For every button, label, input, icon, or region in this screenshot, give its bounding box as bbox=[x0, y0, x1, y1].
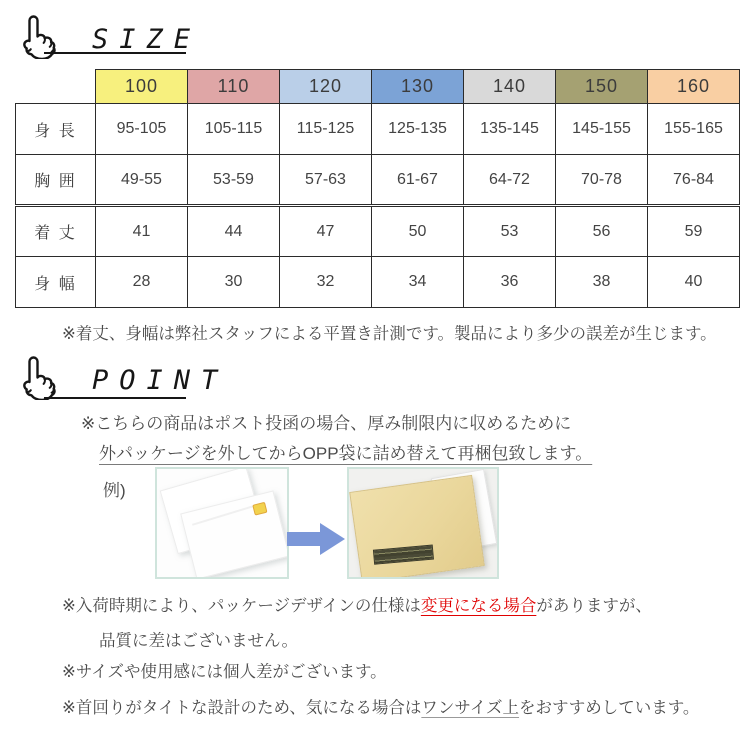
size-cell: 105-115 bbox=[188, 104, 280, 155]
package-design-note-line2: 品質に差はございません。 bbox=[99, 632, 298, 650]
table-corner bbox=[16, 70, 96, 104]
size-heading-underline bbox=[44, 52, 186, 54]
size-cell: 40 bbox=[648, 257, 740, 308]
size-cell: 28 bbox=[96, 257, 188, 308]
row-label: 着 丈 bbox=[16, 206, 96, 257]
shipping-note-line1: ※こちらの商品はポスト投函の場合、厚み制限内に収めるために bbox=[81, 414, 572, 433]
size-cell: 95-105 bbox=[96, 104, 188, 155]
opp-bag-photo bbox=[347, 467, 499, 579]
packaged-product-photo bbox=[155, 467, 289, 579]
individual-difference-note: ※サイズや使用感には個人差がございます。 bbox=[62, 663, 387, 681]
pointing-hand-icon bbox=[13, 352, 59, 400]
size-cell: 34 bbox=[372, 257, 464, 308]
row-label: 身 長 bbox=[16, 104, 96, 155]
size-cell: 30 bbox=[188, 257, 280, 308]
neck-note-pre: ※首回りがタイトな設計のため、気になる場合は bbox=[62, 699, 422, 717]
point-heading-underline bbox=[44, 397, 186, 399]
row-label: 胸 囲 bbox=[16, 155, 96, 206]
size-cell: 59 bbox=[648, 206, 740, 257]
size-cell: 56 bbox=[556, 206, 648, 257]
size-cell: 70-78 bbox=[556, 155, 648, 206]
size-cell: 57-63 bbox=[280, 155, 372, 206]
package-note-pre: ※入荷時期により、パッケージデザインの仕様は bbox=[62, 597, 421, 615]
transform-arrow-icon bbox=[287, 521, 345, 557]
size-cell: 145-155 bbox=[556, 104, 648, 155]
size-cell: 135-145 bbox=[464, 104, 556, 155]
neck-fit-note bbox=[62, 694, 699, 718]
size-column-header-110: 110 bbox=[188, 70, 280, 104]
size-cell: 41 bbox=[96, 206, 188, 257]
example-label: 例) bbox=[103, 481, 126, 500]
size-section-title: SIZE bbox=[92, 24, 202, 55]
size-cell: 125-135 bbox=[372, 104, 464, 155]
envelope bbox=[349, 475, 485, 579]
package-design-note-line1 bbox=[62, 592, 652, 616]
envelope-label bbox=[373, 545, 434, 565]
size-cell: 155-165 bbox=[648, 104, 740, 155]
size-cell: 61-67 bbox=[372, 155, 464, 206]
size-column-header-140: 140 bbox=[464, 70, 556, 104]
size-column-header-150: 150 bbox=[556, 70, 648, 104]
size-cell: 32 bbox=[280, 257, 372, 308]
size-cell: 76-84 bbox=[648, 155, 740, 206]
size-cell: 36 bbox=[464, 257, 556, 308]
measurement-note: ※着丈、身幅は弊社スタッフによる平置き計測です。製品により多少の誤差が生じます。 bbox=[62, 325, 717, 343]
size-cell: 50 bbox=[372, 206, 464, 257]
neck-note-post: をおすすめしています。 bbox=[519, 699, 700, 717]
point-section-title: POINT bbox=[92, 365, 229, 396]
size-column-header-130: 130 bbox=[372, 70, 464, 104]
size-column-header-160: 160 bbox=[648, 70, 740, 104]
size-cell: 64-72 bbox=[464, 155, 556, 206]
size-table-head bbox=[16, 70, 740, 104]
size-table-body bbox=[16, 104, 740, 308]
size-column-header-100: 100 bbox=[96, 70, 188, 104]
size-cell: 115-125 bbox=[280, 104, 372, 155]
shipping-note-line2: 外パッケージを外してからOPP袋に詰め替えて再梱包致します。 bbox=[99, 444, 593, 463]
package-note-post: がありますが、 bbox=[536, 597, 652, 615]
package-note-highlight: 変更になる場合 bbox=[420, 597, 537, 615]
size-cell: 53-59 bbox=[188, 155, 280, 206]
package-sticker bbox=[252, 502, 267, 516]
size-cell: 49-55 bbox=[96, 155, 188, 206]
size-cell: 47 bbox=[280, 206, 372, 257]
size-column-header-120: 120 bbox=[280, 70, 372, 104]
neck-note-size-up: ワンサイズ上 bbox=[421, 699, 520, 717]
size-cell: 53 bbox=[464, 206, 556, 257]
size-cell: 38 bbox=[556, 257, 648, 308]
row-label: 身 幅 bbox=[16, 257, 96, 308]
size-cell: 44 bbox=[188, 206, 280, 257]
size-table bbox=[15, 69, 740, 308]
